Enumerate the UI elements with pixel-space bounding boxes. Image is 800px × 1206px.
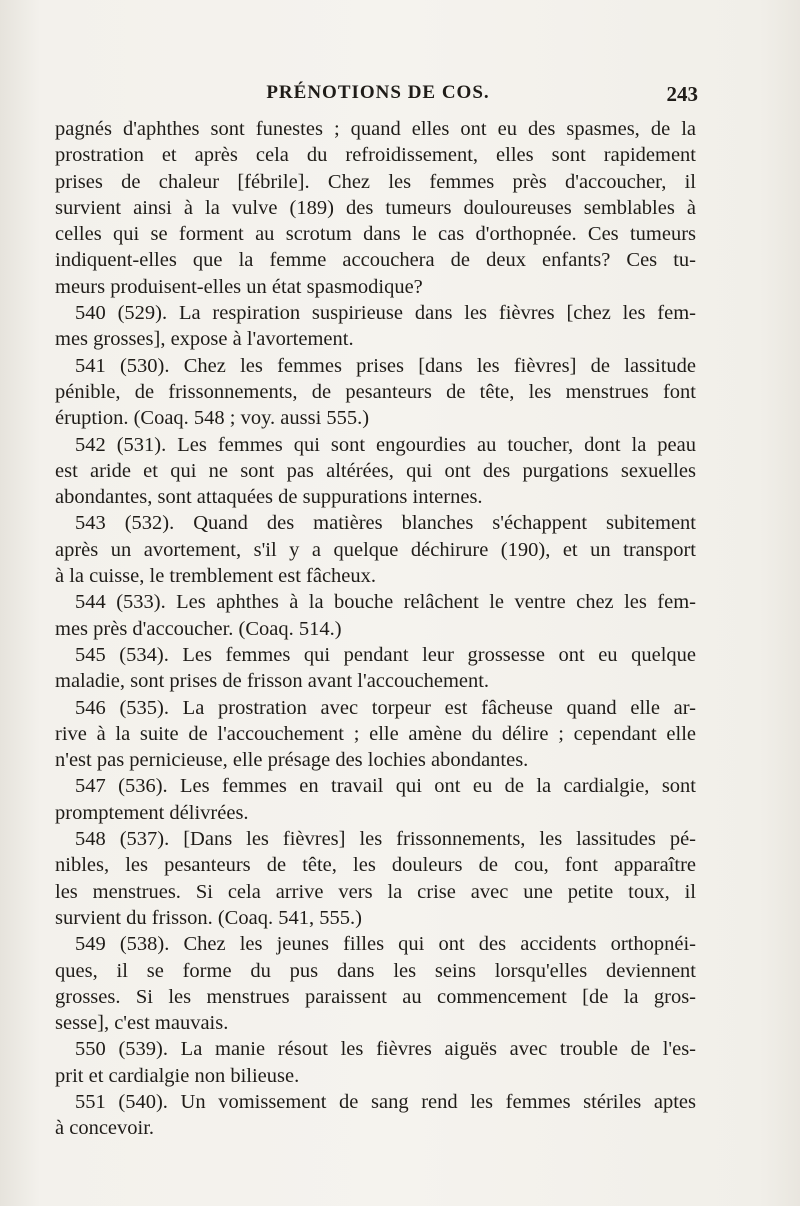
text-line: 542 (531). Les femmes qui sont engourdies au toucher, dont la peau xyxy=(75,433,696,456)
page-header xyxy=(58,82,698,112)
text-line: rive à la suite de l'accouchement ; elle amène du délire ; cependant elle xyxy=(55,722,696,745)
text-line: prostration et après cela du refroidissement, elles sont rapidement xyxy=(55,144,696,167)
text-line: indiquent-elles que la femme accouchera de deux enfants? Ces tu- xyxy=(55,249,696,272)
text-line: survient du frisson. (Coaq. 541, 555.) xyxy=(55,906,362,929)
text-line: grosses. Si les menstrues paraissent au commencement [de la gros- xyxy=(55,985,696,1008)
text-line: 547 (536). Les femmes en travail qui ont eu de la cardialgie, sont xyxy=(75,775,696,798)
text-line: à concevoir. xyxy=(55,1117,155,1140)
text-line: pénible, de frissonnements, de pesanteurs de tête, les menstrues font xyxy=(55,380,696,403)
text-line: sesse], c'est mauvais. xyxy=(55,1012,229,1035)
page-number: 243 xyxy=(666,82,698,106)
text-line: à la cuisse, le tremblement est fâcheux. xyxy=(55,565,377,588)
text-line: pagnés d'aphthes sont funestes ; quand elles ont eu des spasmes, de la xyxy=(55,118,696,140)
text-line: éruption. (Coaq. 548 ; voy. aussi 555.) xyxy=(55,407,370,430)
text-line: 541 (530). Chez les femmes prises [dans les fièvres] de lassitude xyxy=(75,354,696,377)
text-line: prises de chaleur [fébrile]. Chez les femmes près d'accoucher, il xyxy=(55,170,696,193)
text-line: est aride et qui ne sont pas altérées, qui ont des purgations sexuelles xyxy=(55,459,696,482)
text-line: 550 (539). La manie résout les fièvres aiguës avec trouble de l'es- xyxy=(75,1038,696,1061)
text-line: meurs produisent-elles un état spasmodique? xyxy=(55,275,423,298)
text-line: 551 (540). Un vomissement de sang rend les femmes stériles aptes xyxy=(75,1090,696,1113)
text-line: les menstrues. Si cela arrive vers la crise avec une petite toux, il xyxy=(55,880,696,903)
text-line: maladie, sont prises de frisson avant l'accouchement. xyxy=(55,670,490,693)
text-line: mes grosses], expose à l'avortement. xyxy=(55,328,354,351)
text-line: mes près d'accoucher. (Coaq. 514.) xyxy=(55,617,342,640)
body-text xyxy=(55,116,696,1142)
text-line: 540 (529). La respiration suspirieuse dans les fièvres [chez les fem- xyxy=(75,302,696,325)
text-line: 549 (538). Chez les jeunes filles qui ont des accidents orthopnéi- xyxy=(75,933,696,956)
text-line: 543 (532). Quand des matières blanches s'échappent subitement xyxy=(75,512,696,535)
text-line: 546 (535). La prostration avec torpeur est fâcheuse quand elle ar- xyxy=(75,696,696,719)
running-title: PRÉNOTIONS DE COS. xyxy=(266,82,490,103)
text-line: promptement délivrées. xyxy=(55,801,249,824)
text-line: abondantes, sont attaquées de suppurations internes. xyxy=(55,486,483,509)
text-line: 545 (534). Les femmes qui pendant leur grossesse ont eu quelque xyxy=(75,643,696,666)
text-line: celles qui se forment au scrotum dans le cas d'orthopnée. Ces tumeurs xyxy=(55,223,696,246)
text-line: prit et cardialgie non bilieuse. xyxy=(55,1064,300,1087)
text-line: 544 (533). Les aphthes à la bouche relâchent le ventre chez les fem- xyxy=(75,591,696,614)
text-line: 548 (537). [Dans les fièvres] les frissonnements, les lassitudes pé- xyxy=(75,828,696,851)
text-line: ques, il se forme du pus dans les seins lorsqu'elles deviennent xyxy=(55,959,696,982)
text-line: après un avortement, s'il y a quelque déchirure (190), et un transport xyxy=(55,538,696,561)
text-line: survient ainsi à la vulve (189) des tumeurs douloureuses semblables à xyxy=(55,196,696,219)
text-line: n'est pas pernicieuse, elle présage des lochies abondantes. xyxy=(55,749,529,772)
text-line: nibles, les pesanteurs de tête, les douleurs de cou, font apparaître xyxy=(55,854,696,877)
